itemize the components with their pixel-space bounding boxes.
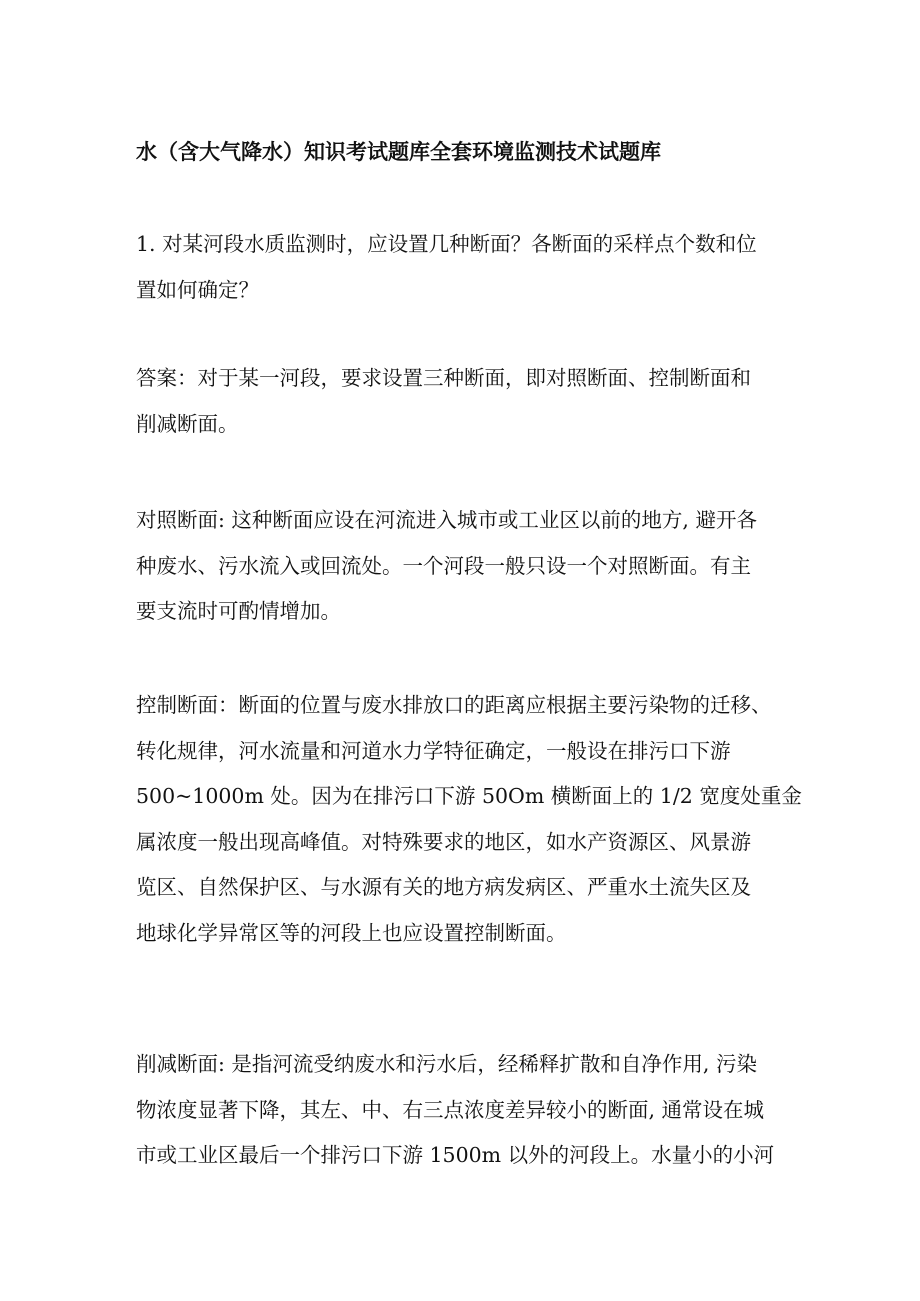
control-section-paragraph [136,683,802,956]
text-line: 500~1000m 处。因为在排污口下游 50Om 横断面上的 1/2 宽度处重金 [136,784,802,808]
text-line: 答案：对于某一河段，要求设置三种断面，即对照断面、控制断面和 [136,366,751,390]
text-line: 物浓度显著下降，其左、中、右三点浓度差异较小的断面, 通常设在城 [136,1097,765,1122]
reduction-section-paragraph [136,1042,774,1179]
text-line: 市或工业区最后一个排污口下游 1500m 以外的河段上。水量小的小河 [136,1143,775,1167]
text-line: 1. 对某河段水质监测时，应设置几种断面？各断面的采样点个数和位 [136,232,757,256]
answer-paragraph [136,356,751,447]
text-line: 地球化学异常区等的河段上也应设置控制断面。 [136,920,567,945]
text-line: 属浓度一般出现高峰值。对特殊要求的地区，如水产资源区、风景游 [136,829,751,854]
text-line: 转化规律，河水流量和河道水力学特征确定，一般设在排污口下游 [136,738,731,763]
text-line: 控制断面：断面的位置与废水排放口的距离应根据主要污染物的迁移、 [136,693,772,717]
question-paragraph [136,222,757,313]
text-line: 要支流时可酌情增加。 [136,599,341,623]
text-line: 览区、自然保护区、与水源有关的地方病发病区、严重水土流失区及 [136,875,751,899]
text-line: 削减断面。 [136,411,239,436]
text-line: 置如何确定？ [136,277,259,302]
text-line: 种废水、污水流入或回流处。一个河段一般只设一个对照断面。有主 [136,553,751,578]
reference-section-paragraph [136,498,757,635]
document-title: 水（含大气降水）知识考试题库全套环境监测技术试题库 [136,139,661,164]
text-line: 对照断面: 这种断面应设在河流进入城市或工业区以前的地方, 避开各 [136,508,757,532]
text-line: 削减断面: 是指河流受纳废水和污水后，经稀释扩散和自净作用, 污染 [136,1052,757,1076]
